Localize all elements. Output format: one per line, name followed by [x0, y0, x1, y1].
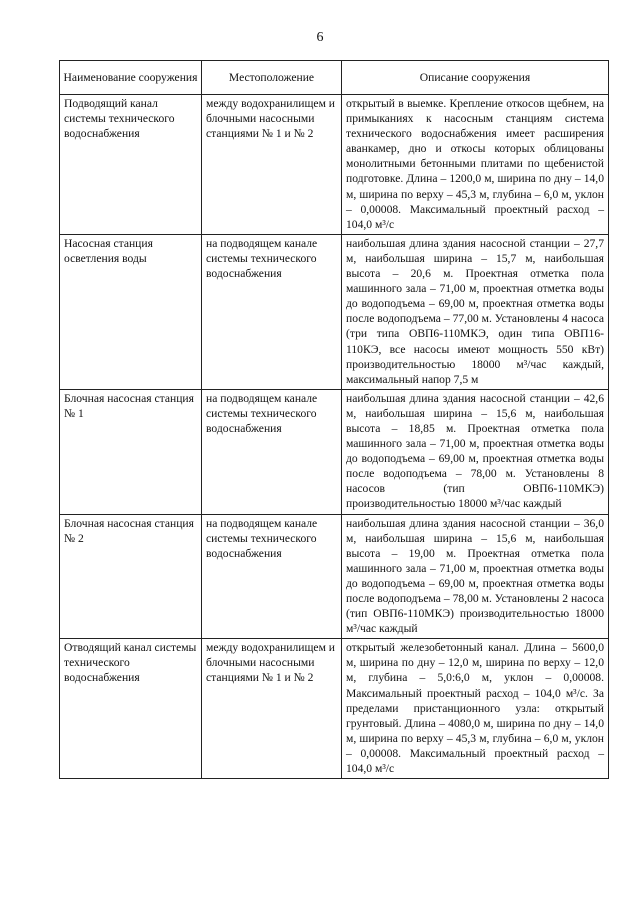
- structure-description: наибольшая длина здания насосной станции – 27,7 м, наибольшая ширина – 15,7 м, наибольшая высота – 20,6 м. Проектная отметка пола машинного зала – 71,00 м, проектная отметка воды до водоподъема – 69,00 м, проектная отметка воды после водоподъема – 77,00 м. Установлены 4 насоса (три типа ОВП6-110МКЭ, один типа ОВП16-110КЭ, все насосы имеют мощность 550 кВт) производительностью 18000 м³/час каждый, максимальный напор 7,5 м: [342, 234, 609, 389]
- structure-location: на подводящем канале системы технического водоснабжения: [202, 234, 342, 389]
- structure-location: между водохранилищем и блочными насосными станциями № 1 и № 2: [202, 95, 342, 235]
- structure-name: Блочная насосная станция № 1: [60, 389, 202, 514]
- structure-location: между водохранилищем и блочными насосными станциями № 1 и № 2: [202, 639, 342, 779]
- header-location: Местоположение: [202, 61, 342, 95]
- structure-name: Подводящий канал системы технического водоснабжения: [60, 95, 202, 235]
- structure-name: Насосная станция осветления воды: [60, 234, 202, 389]
- header-description: Описание сооружения: [342, 61, 609, 95]
- structure-location: на подводящем канале системы технического водоснабжения: [202, 514, 342, 639]
- structures-table: [59, 60, 609, 779]
- header-name: Наименование сооружения: [60, 61, 202, 95]
- structure-description: наибольшая длина здания насосной станции – 36,0 м, наибольшая ширина – 15,6 м, наибольшая высота – 19,00 м. Проектная отметка пола машинного зала – 71,00 м, проектная отметка воды до водоподъема – 69,00 м, проектная отметка воды после водоподъема – 78,00 м. Установлены 2 насоса (тип ОВП6-110МКЭ) производительностью 18000 м³/час каждый: [342, 514, 609, 639]
- table-row: [60, 514, 609, 639]
- structure-name: Отводящий канал системы технического водоснабжения: [60, 639, 202, 779]
- table-row: [60, 95, 609, 235]
- structure-description: наибольшая длина здания насосной станции – 42,6 м, наибольшая ширина – 15,6 м, наибольшая высота – 18,85 м. Проектная отметка пола машинного зала – 71,00 м, проектная отметка воды до водоподъема – 69,00 м, проектная отметка воды после водоподъема – 78,00 м. Установлены 8 насосов (тип ОВП6-110МКЭ) производительностью 18000 м³/час каждый: [342, 389, 609, 514]
- table-row: [60, 234, 609, 389]
- table-header-row: [60, 61, 609, 95]
- structure-name: Блочная насосная станция № 2: [60, 514, 202, 639]
- page-number: 6: [316, 30, 324, 45]
- structure-location: на подводящем канале системы технического водоснабжения: [202, 389, 342, 514]
- structure-description: открытый в выемке. Крепление откосов щебнем, на примыканиях к насосным станциям система технического водоснабжения имеет расширения аванкамер, дно и откосы которых облицованы монолитными бетонными плитами по щебенистой подготовке. Длина – 1200,0 м, ширина по дну – 14,0 м, ширина по верху – 45,3 м, глубина – 6,0 м, уклон – 0,00008. Максимальный проектный расход – 104,0 м³/с: [342, 95, 609, 235]
- structure-description: открытый железобетонный канал. Длина – 5600,0 м, ширина по дну – 12,0 м, ширина по верху – 12,0 м, глубина – 5,0:6,0 м, уклон – 0,00008. Максимальный проектный расход – 104,0 м³/с. За пределами пристанционного узла: открытый грунтовый. Длина – 4080,0 м, ширина по дну – 14,0 м, ширина по верху – 45,3 м, глубина – 6,0 м, уклон – 0,00008. Максимальный проектный расход – 104,0 м³/с: [342, 639, 609, 779]
- table-row: [60, 389, 609, 514]
- table-row: [60, 639, 609, 779]
